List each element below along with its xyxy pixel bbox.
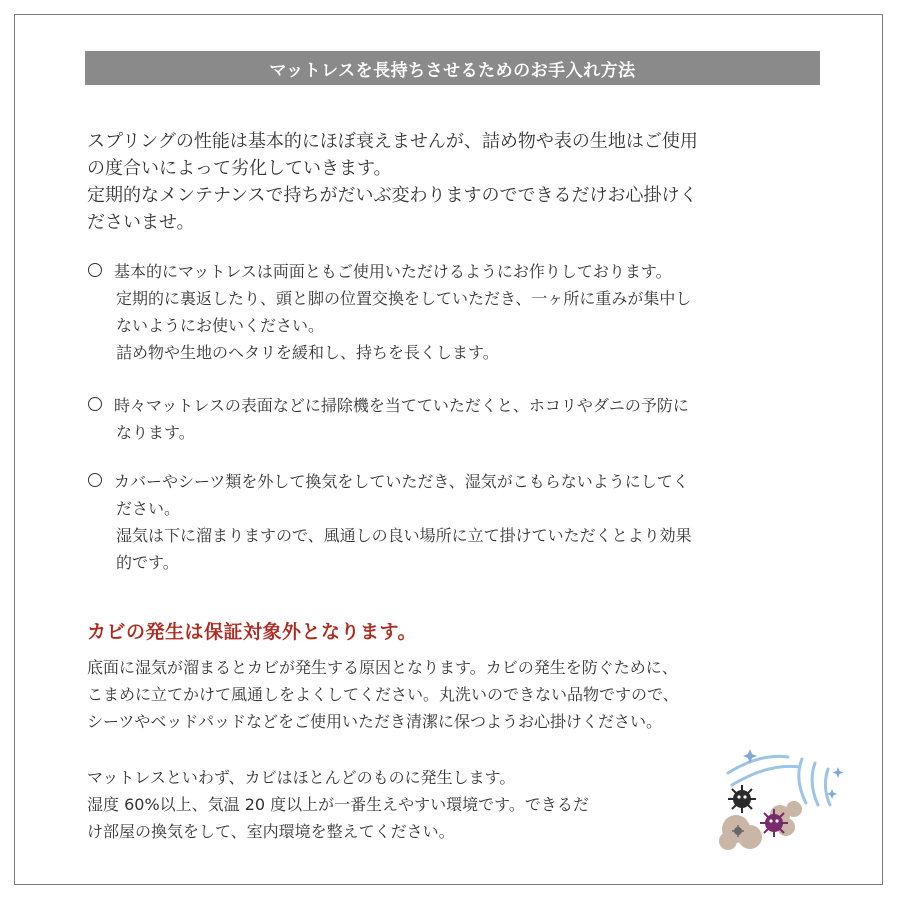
mold-spore-icon (760, 809, 788, 837)
tip-item-ventilate (87, 468, 827, 576)
tip-first-line: 基本的にマットレスは両面ともご使用いただけるようにお作りしております。 (114, 262, 672, 281)
tip-first-line: カバーやシーツ類を外して換気をしていただき、湿気がこもらないようにしてく (114, 472, 689, 491)
circle-bullet-icon (88, 397, 102, 411)
mold-line: マットレスといわず、カビはほとんどのものに発生します。 (87, 768, 516, 787)
circle-bullet-icon (88, 473, 102, 487)
tip-item-flip (87, 258, 827, 366)
mold-line: シーツやベッドパッドなどをご使用いただき清潔に保つようお心掛けください。 (87, 712, 663, 731)
sparkle-icon (743, 749, 844, 799)
intro-line: ださいませ。 (87, 212, 195, 233)
intro-paragraph (87, 128, 827, 236)
intro-line: 定期的なメンテナンスで持ちがだいぶ変わりますのでできるだけお心掛けく (87, 185, 698, 206)
circle-bullet-icon (88, 263, 102, 277)
tip-line: ださい。 (116, 499, 181, 518)
tip-line: ないようにお使いください。 (116, 316, 325, 335)
mold-paragraph-1 (87, 654, 827, 735)
mold-line: け部屋の換気をして、室内環境を整えてください。 (87, 822, 455, 841)
mold-warning-heading: カビの発生は保証対象外となります。 (87, 621, 417, 643)
tip-line: 湿気は下に溜まりますので、風通しの良い場所に立て掛けていただくとより効果 (116, 526, 692, 545)
mold-line: 底面に湿気が溜まるとカビが発生する原因となります。カビの発生を防ぐために、 (87, 658, 678, 677)
tip-line: 定期的に裏返したり、頭と脚の位置交換をしていただき、一ヶ所に重みが集中し (116, 289, 692, 308)
dust-mite-icon (728, 785, 756, 813)
mold-line: こまめに立てかけて風通しをよくしてください。丸洗いのできない品物ですので、 (87, 685, 679, 704)
tip-line: 詰め物や生地のヘタリを緩和し、持ちを長くします。 (116, 343, 499, 362)
mold-spores-illustration (710, 745, 860, 855)
intro-line: の度合いによって劣化していきます。 (87, 158, 392, 179)
tip-first-line: 時々マットレスの表面などに掃除機を当てていただくと、ホコリやダニの予防に (114, 396, 689, 415)
page-title: マットレスを長持ちさせるためのお手入れ方法 (85, 51, 820, 85)
tip-line: なります。 (116, 423, 195, 442)
tip-item-vacuum (87, 392, 827, 446)
mold-line: 湿度 60%以上、気温 20 度以上が一番生えやすい環境です。できるだ (87, 795, 589, 814)
tip-line: 的です。 (116, 553, 179, 572)
intro-line: スプリングの性能は基本的にほぼ衰えませんが、詰め物や表の生地はご使用 (87, 131, 698, 152)
